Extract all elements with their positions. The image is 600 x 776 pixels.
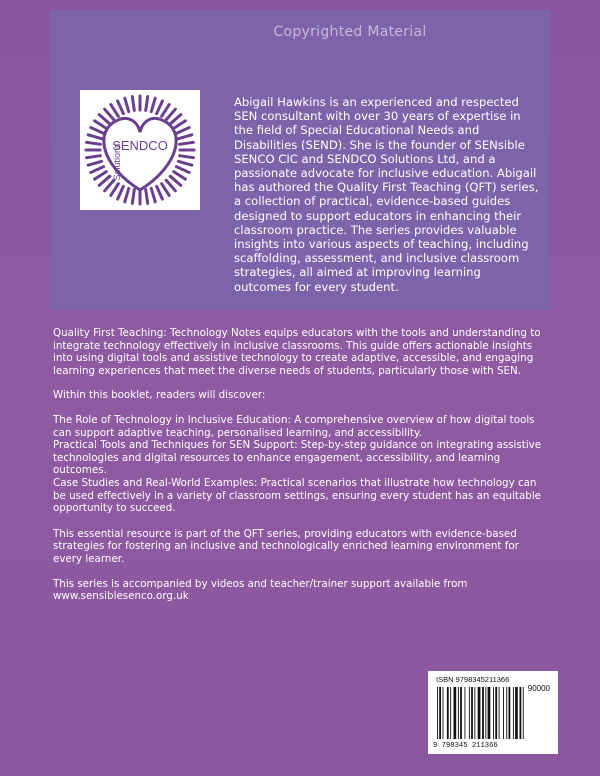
sendco-logo-graphic xyxy=(80,90,200,210)
isbn-label: ISBN 9798345211366 xyxy=(436,675,510,684)
barcode-bars xyxy=(435,685,551,741)
feature-list xyxy=(53,414,550,515)
support-paragraph: This series is accompanied by videos and teacher/trainer support available from www.sensiblesenco.org.uk xyxy=(53,577,468,603)
feature-item: The Role of Technology in Inclusive Education: A comprehensive overview of how digital tools can support adaptive teaching, personalised learning, and accessibility. xyxy=(53,413,535,439)
isbn-barcode xyxy=(428,671,558,754)
sendco-solutions-logo xyxy=(80,90,200,210)
feature-item: Practical Tools and Techniques for SEN Support: Step-by-step guidance on integrating assistive technologies and digital resources to enhance engagement, accessibility, and learning outcomes. xyxy=(53,439,542,477)
logo-text-sendco: SENDCO xyxy=(112,138,168,153)
series-paragraph: This essential resource is part of the QFT series, providing educators with evidence-based strategies for fostering an inclusive and technologically enriched learning environment for every learner. xyxy=(53,527,519,565)
discover-heading: Within this booklet, readers will discover: xyxy=(53,389,266,402)
description xyxy=(53,327,550,615)
watermark: Copyrighted Material xyxy=(273,24,427,40)
price-code: 90000 xyxy=(527,684,550,693)
logo-text-solutions: Solutions xyxy=(112,143,122,181)
barcode-digits: 9 798345 211366 xyxy=(433,742,498,750)
feature-item: Case Studies and Real-World Examples: Practical scenarios that illustrate how technology can be used effectively in a variety of classroom settings, ensuring every student has an equitable opportunity to succeed. xyxy=(53,476,542,515)
author-bio-text: Abigail Hawkins is an experienced and respected SEN consultant with over 30 years of expertise in the field of Special Educational Needs and Disabilities (SEND). She is the founder of SENsible SENCO CIC and SENDCO Solutions Ltd, and a passionate advocate for inclusive education. Abigail has authored the Quality First Teaching (QFT) series, a collection of practical, evidence-based guides designed to support educators in enhancing their classroom practice. The series provides valuable insights into various aspects of teaching, including scaffolding, assessment, and inclusive classroom strategies, all aimed at improving learning outcomes for every student. xyxy=(234,95,539,294)
intro-paragraph: Quality First Teaching: Technology Notes equips educators with the tools and understanding to integrate technology effectively in inclusive classrooms. This guide offers actionable insights into using digital tools and assistive technology to create adaptive, accessible, and engaging learning experiences that meet the diverse needs of students, particularly those with SEN. xyxy=(53,327,541,377)
author-bio-panel xyxy=(50,10,550,310)
